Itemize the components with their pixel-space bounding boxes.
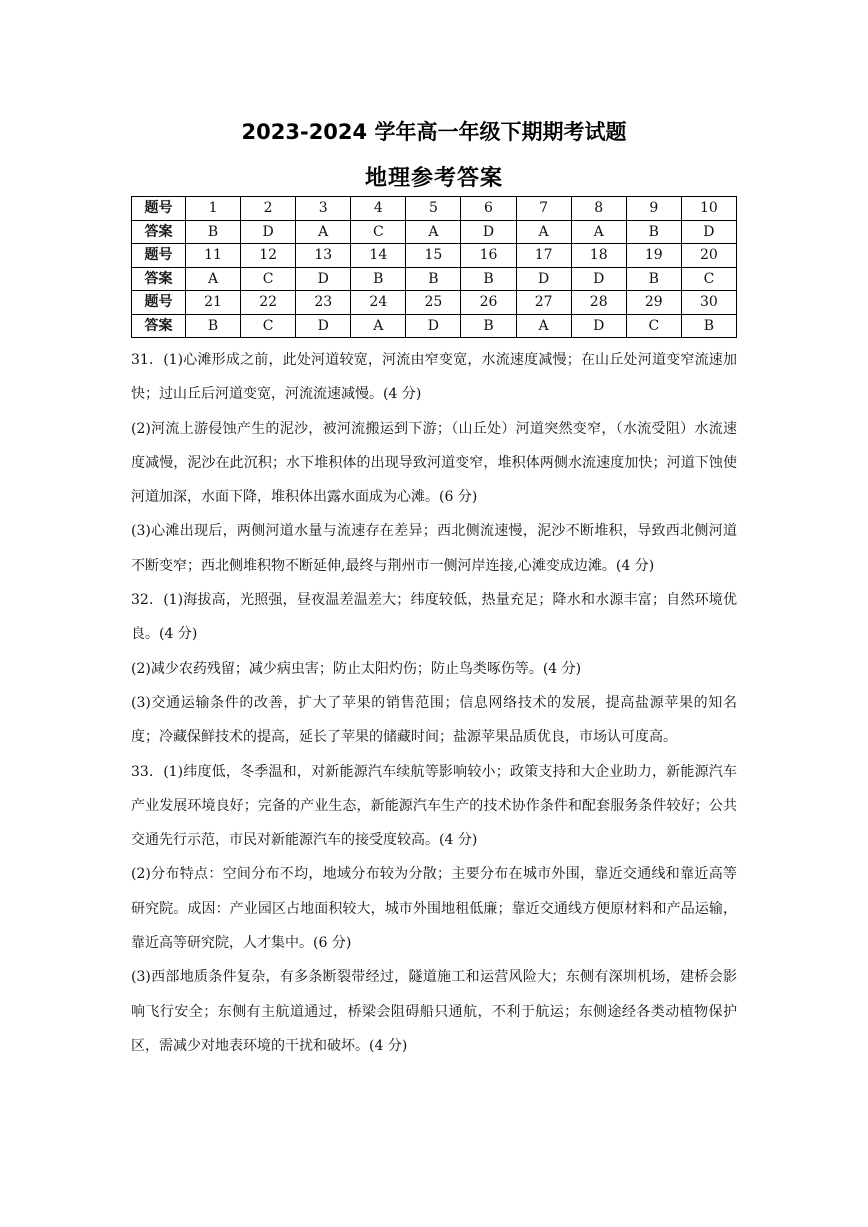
question-number: 23: [296, 291, 351, 315]
answer-cell: D: [296, 267, 351, 291]
question-number: 5: [406, 197, 461, 221]
question-number: 24: [351, 291, 406, 315]
question-number: 8: [571, 197, 626, 221]
answer-31-3: (3)心滩出现后，两侧河道水量与流速存在差异；西北侧流速慢，泥沙不断堆积，导致西北侧河道不断变窄；西北侧堆积物不断延伸,最终与荆州市一侧河岸连接,心滩变成边滩。(4 分): [131, 523, 737, 574]
answer-cell: A: [571, 220, 626, 244]
answer-cell: C: [351, 220, 406, 244]
question-number: 10: [681, 197, 736, 221]
row-label: 答案: [132, 220, 186, 244]
table-row: [132, 314, 737, 338]
answer-cell: C: [241, 267, 296, 291]
question-number: 26: [461, 291, 516, 315]
answer-33-3: (3)西部地质条件复杂，有多条断裂带经过，隧道施工和运营风险大；东侧有深圳机场，建桥会影响飞行安全；东侧有主航道通过，桥梁会阻碍船只通航，不利于航运；东侧途经各类动植物保护区，需减少对地表环境的干扰和破坏。(4 分): [131, 969, 737, 1054]
row-label: 题号: [132, 291, 186, 315]
question-number: 3: [296, 197, 351, 221]
question-number: 2: [241, 197, 296, 221]
answer-cell: D: [461, 220, 516, 244]
answer-explanations: [131, 343, 737, 1063]
question-number: 25: [406, 291, 461, 315]
row-label: 答案: [132, 314, 186, 338]
table-row: [132, 267, 737, 291]
answer-33-2: (2)分布特点：空间分布不均，地域分布较为分散；主要分布在城市外围，靠近交通线和靠近高等研究院。成因：产业园区占地面积较大，城市外围地租低廉；靠近交通线方便原材料和产品运输，靠近高等研究院，人才集中。(6 分): [131, 866, 737, 952]
answer-key-subtitle: 地理参考答案: [364, 166, 503, 191]
answer-cell: D: [571, 314, 626, 338]
question-number: 14: [351, 244, 406, 268]
answer-31-2: (2)河流上游侵蚀产生的泥沙，被河流搬运到下游；（山丘处）河道突然变窄，（水流受阻）水流速度减慢，泥沙在此沉积；水下堆积体的出现导致河道变窄，堆积体两侧水流速度加快；河道下蚀使河道加深，水面下降，堆积体出露水面成为心滩。(6 分): [131, 420, 737, 506]
answer-cell: D: [241, 220, 296, 244]
answer-cell: A: [406, 220, 461, 244]
row-label: 题号: [132, 197, 186, 221]
answer-cell: D: [516, 267, 571, 291]
answer-33-1: 33．(1)纬度低，冬季温和，对新能源汽车续航等影响较小；政策支持和大企业助力，新能源汽车产业发展环境良好；完备的产业生态，新能源汽车生产的技术协作条件和配套服务条件较好；公共交通先行示范，市民对新能源汽车的接受度较高。(4 分): [131, 763, 737, 849]
question-number: 18: [571, 244, 626, 268]
answer-cell: D: [681, 220, 736, 244]
answer-cell: B: [406, 267, 461, 291]
table-row: [132, 197, 737, 221]
question-number: 21: [186, 291, 241, 315]
answer-cell: D: [571, 267, 626, 291]
row-label: 答案: [132, 267, 186, 291]
answer-31-1: 31．(1)心滩形成之前，此处河道较宽，河流由窄变宽，水流速度减慢；在山丘处河道变窄流速加快；过山丘后河道变宽，河流流速减慢。(4 分): [131, 352, 737, 403]
answer-cell: C: [626, 314, 681, 338]
answer-32-1: 32．(1)海拔高，光照强，昼夜温差温差大；纬度较低，热量充足；降水和水源丰富；自然环境优良。(4 分): [131, 592, 737, 643]
question-number: 1: [186, 197, 241, 221]
answer-cell: B: [626, 220, 681, 244]
answer-cell: B: [461, 267, 516, 291]
answer-32-3: (3)交通运输条件的改善，扩大了苹果的销售范围；信息网络技术的发展，提高盐源苹果的知名度；冷藏保鲜技术的提高，延长了苹果的储藏时间；盐源苹果品质优良，市场认可度高。: [131, 694, 737, 746]
question-number: 15: [406, 244, 461, 268]
question-number: 30: [681, 291, 736, 315]
question-number: 13: [296, 244, 351, 268]
table-row: [132, 291, 737, 315]
answer-cell: A: [296, 220, 351, 244]
answer-cell: A: [186, 267, 241, 291]
answer-cell: B: [681, 314, 736, 338]
question-number: 11: [186, 244, 241, 268]
exam-title: 2023-2024 学年高一年级下期期考试题: [241, 120, 627, 144]
answer-table: [131, 196, 737, 338]
answer-cell: A: [516, 220, 571, 244]
question-number: 4: [351, 197, 406, 221]
question-number: 12: [241, 244, 296, 268]
question-number: 9: [626, 197, 681, 221]
answer-cell: B: [351, 267, 406, 291]
question-number: 29: [626, 291, 681, 315]
question-number: 27: [516, 291, 571, 315]
answer-cell: B: [461, 314, 516, 338]
answer-cell: B: [626, 267, 681, 291]
answer-cell: C: [681, 267, 736, 291]
question-number: 28: [571, 291, 626, 315]
question-number: 19: [626, 244, 681, 268]
question-number: 7: [516, 197, 571, 221]
answer-cell: A: [351, 314, 406, 338]
answer-cell: B: [186, 314, 241, 338]
answer-cell: A: [516, 314, 571, 338]
answer-32-2: (2)减少农药残留；减少病虫害；防止太阳灼伤；防止鸟类啄伤等。(4 分): [131, 660, 582, 677]
answer-cell: C: [241, 314, 296, 338]
question-number: 22: [241, 291, 296, 315]
table-row: [132, 220, 737, 244]
answer-cell: D: [406, 314, 461, 338]
question-number: 16: [461, 244, 516, 268]
question-number: 17: [516, 244, 571, 268]
table-row: [132, 244, 737, 268]
question-number: 6: [461, 197, 516, 221]
row-label: 题号: [132, 244, 186, 268]
answer-cell: B: [186, 220, 241, 244]
question-number: 20: [681, 244, 736, 268]
answer-cell: D: [296, 314, 351, 338]
